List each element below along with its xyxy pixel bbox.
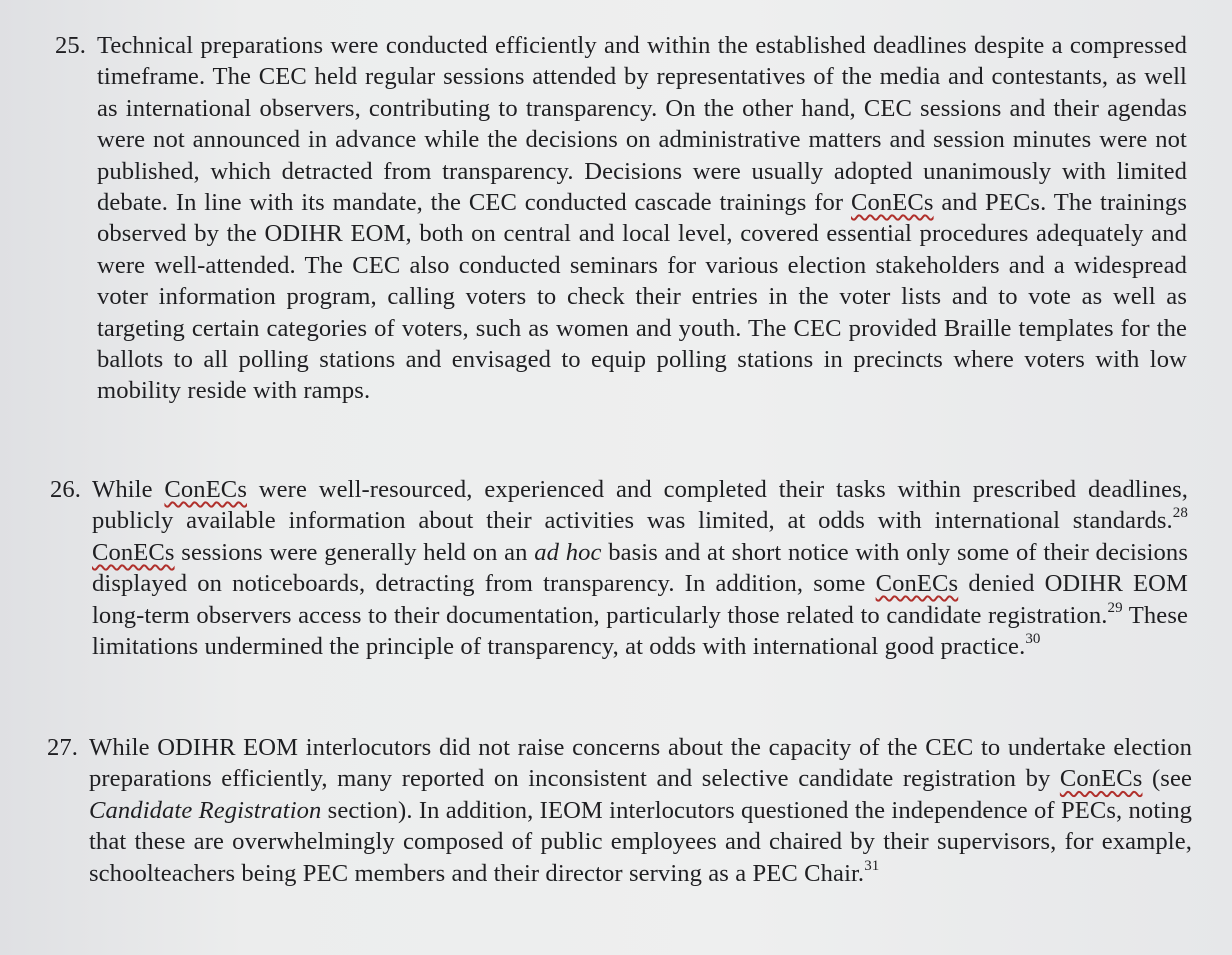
text-segment: section). In addition, IEOM interlocutors questioned the independence of PECs, noting that these are overwhelmingly composed of public employees and chaired by their supervisors, for example, schoolteachers being PEC members and their director serving as a PEC Chair.	[89, 796, 1192, 887]
text-segment: basis and at short notice with only some of their decisions displayed on noticeboards, detracting from transparency. In addition, some	[92, 538, 1188, 598]
text-segment: were well-resourced, experienced and completed their tasks within prescribed deadlines, publicly available information about their activities was limited, at odds with international standards.	[92, 476, 1189, 535]
paragraph-number: 26.	[50, 476, 82, 503]
footnote-ref-29[interactable]: 29	[1107, 599, 1123, 616]
text-segment: sessions were generally held on an	[174, 538, 535, 566]
text-segment: (see	[1142, 765, 1192, 793]
footnote-ref-28[interactable]: 28	[1172, 505, 1188, 522]
section-reference: Candidate Registration	[89, 796, 322, 824]
italic-term: ad hoc	[534, 538, 602, 566]
paragraph-27	[47, 732, 1192, 889]
text-segment: While ODIHR EOM interlocutors did not raise concerns about the capacity of the CEC to undertake election preparations efficiently, many reported on inconsistent and selective candidate registration by	[89, 734, 1192, 793]
footnote-ref-31[interactable]: 31	[864, 857, 880, 874]
paragraph-number: 25.	[55, 32, 87, 59]
spellcheck-flagged-word[interactable]: ConECs	[875, 570, 959, 598]
text-segment: Technical preparations were conducted efficiently and within the established deadlines despite a compressed timeframe. The CEC held regular sessions attended by representatives of the media and contestants, as well as international observers, contributing to transparency. On the other hand, CEC sessions and their agendas were not announced in advance while the decisions on administrative matters and session minutes were not published, which detracted from transparency. Decisions were usually adopted unanimously with limited debate. In line with its mandate, the CEC conducted cascade trainings for	[97, 32, 1187, 217]
spellcheck-flagged-word[interactable]: ConECs	[164, 476, 247, 503]
spellcheck-flagged-word[interactable]: ConECs	[92, 538, 175, 566]
text-segment: and PECs. The trainings observed by the ODIHR EOM, both on central and local level, covered essential procedures adequately and were well-attended. The CEC also conducted seminars for various election stakeholders and a widespread voter information program, calling voters to check their entries in the voter lists and to vote as well as targeting certain categories of voters, such as women and youth. The CEC provided Braille templates for the ballots to all polling stations and envisaged to equip polling stations in precincts where voters with low mobility reside with ramps.	[97, 189, 1187, 405]
spellcheck-flagged-word[interactable]: ConECs	[851, 189, 934, 217]
text-segment: denied ODIHR EOM long-term observers access to their documentation, particularly those related to candidate registration.	[92, 570, 1188, 629]
text-segment: These limitations undermined the principle of transparency, at odds with international good practice.	[92, 601, 1189, 661]
paragraph-number: 27.	[47, 734, 79, 761]
paragraph-26	[50, 474, 1188, 662]
paragraph-text	[92, 474, 1188, 662]
spellcheck-flagged-word[interactable]: ConECs	[1059, 765, 1143, 793]
paragraph-text	[89, 732, 1192, 889]
text-segment: While	[92, 476, 165, 503]
paragraph-25	[55, 30, 1187, 407]
paragraph-text	[97, 30, 1187, 407]
footnote-ref-30[interactable]: 30	[1025, 631, 1041, 648]
